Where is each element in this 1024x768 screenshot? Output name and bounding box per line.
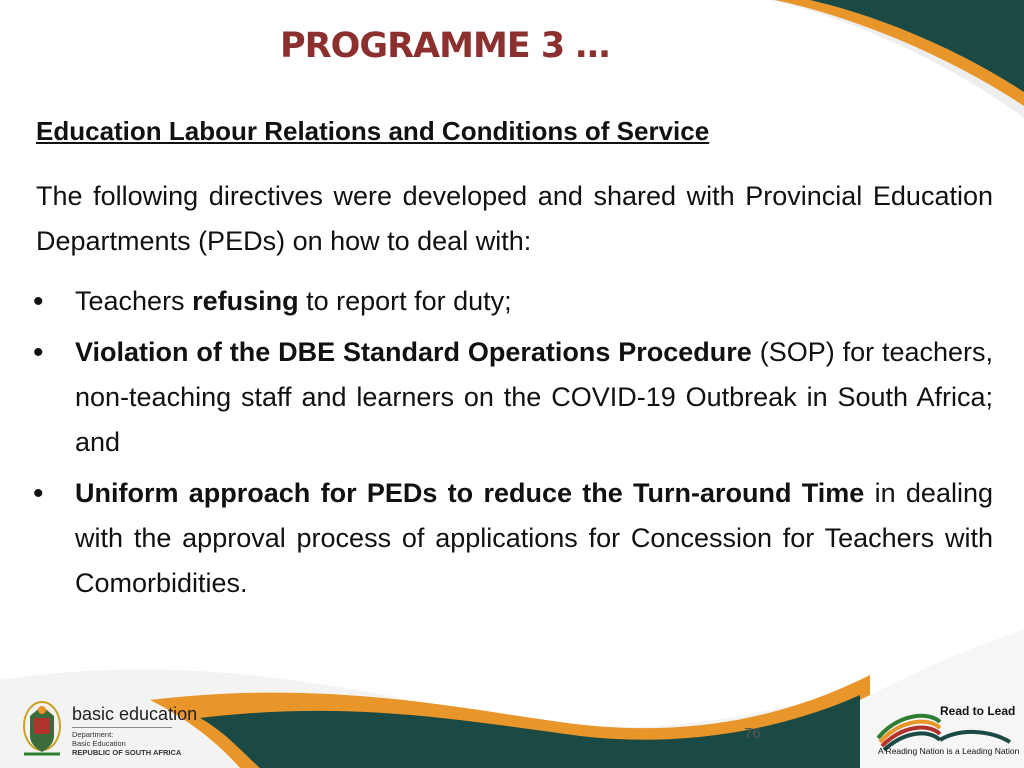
- dbe-logo-line: Department:: [72, 730, 114, 739]
- rtl-logo-title: Read to Lead: [940, 704, 1016, 718]
- bullet-text: Teachers: [75, 286, 193, 316]
- divider: [72, 727, 172, 728]
- bullet-text: to report for duty;: [298, 286, 512, 316]
- section-heading: Education Labour Relations and Conditions of Service: [36, 116, 710, 146]
- list-item: [33, 471, 993, 606]
- bullet-emphasis: Violation of the DBE Standard Operations Procedure: [75, 337, 752, 367]
- directive-list: [33, 279, 994, 612]
- page-number: 76: [744, 725, 761, 742]
- list-item: [33, 279, 993, 324]
- rtl-logo-tagline: A Reading Nation is a Leading Nation: [878, 746, 1020, 756]
- dbe-logo-line: REPUBLIC OF SOUTH AFRICA: [72, 748, 182, 757]
- bullet-emphasis: refusing: [192, 286, 299, 316]
- list-item: [33, 330, 994, 465]
- bullet-icon: •: [33, 477, 44, 510]
- dbe-logo: [72, 704, 197, 757]
- intro-paragraph: The following directives were developed and shared with Provincial Education Departments (PEDs) on how to deal with:: [36, 181, 993, 256]
- bullet-text: in dealing with the approval process of applications for Concession for Teachers with Comorbidities.: [75, 478, 993, 598]
- dbe-logo-line: Basic Education: [72, 739, 126, 748]
- bullet-icon: •: [33, 285, 44, 318]
- dbe-logo-name: basic education: [72, 704, 198, 724]
- bullet-text: (SOP) for teachers, non-teaching staff and learners on the COVID-19 Outbreak in South Africa; and: [75, 337, 994, 457]
- bullet-emphasis: Uniform approach for PEDs to reduce the Turn-around Time: [75, 478, 865, 508]
- bullet-icon: •: [33, 336, 44, 369]
- slide-title: PROGRAMME 3 …: [280, 26, 610, 66]
